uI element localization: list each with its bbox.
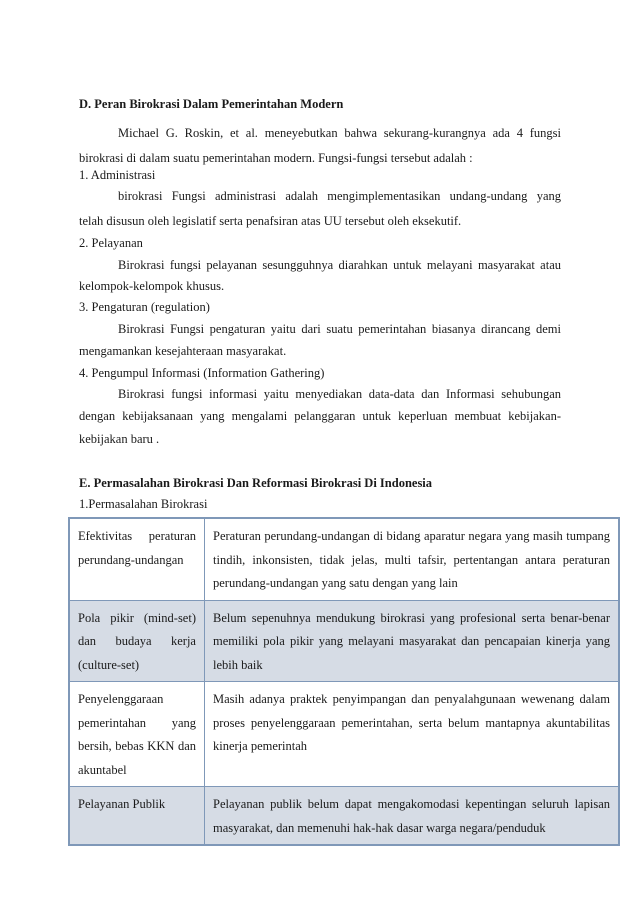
function-3-title: 3. Pengaturan (regulation) (79, 300, 210, 314)
function-2-text-line-1: Birokrasi fungsi pelayanan sesungguhnya diarahkan untuk melayani masyarakat atau (118, 258, 561, 272)
section-e-subheading: 1.Permasalahan Birokrasi (79, 497, 208, 511)
table-cell-issue: Penyelenggaraan pemerintahan yang bersih, bebas KKN dan akuntabel (69, 682, 205, 787)
function-2-text-line-2: kelompok-kelompok khusus. (79, 279, 225, 293)
function-3-text-line-2: mengamankan kesejahteraan masyarakat. (79, 344, 287, 358)
table-cell-description: Belum sepenuhnya mendukung birokrasi yang profesional serta benar-benar memiliki pola pikir yang melayani masyarakat dan pencapaian kinerja yang lebih baik (205, 600, 620, 682)
table-cell-description: Masih adanya praktek penyimpangan dan penyalahgunaan wewenang dalam proses penyelenggaraan pemerintahan, serta belum mantapnya akuntabilitas kinerja pemerintah (205, 682, 620, 787)
table-cell-issue: Efektivitas peraturan perundang-undangan (69, 518, 205, 600)
function-2-title: 2. Pelayanan (79, 236, 143, 250)
table-cell-description: Peraturan perundang-undangan di bidang aparatur negara yang masih tumpang tindih, inkonsisten, tidak jelas, multi tafsir, pertentangan antara peraturan perundang-undangan yang satu dengan yang lain (205, 518, 620, 600)
table-row (69, 787, 619, 846)
table-cell-description: Pelayanan publik belum dapat mengakomodasi kepentingan seluruh lapisan masyarakat, dan memenuhi hak-hak dasar warga negara/penduduk (205, 787, 620, 846)
table-row (69, 518, 619, 600)
function-1-text-line-2: telah disusun oleh legislatif serta penafsiran atas UU tersebut oleh eksekutif. (79, 214, 462, 228)
section-d-intro-line-1: Michael G. Roskin, et al. meneyebutkan bahwa sekurang-kurangnya ada 4 fungsi (118, 126, 561, 140)
bureaucracy-problems-table (68, 517, 620, 846)
table-row (69, 600, 619, 682)
function-4-title: 4. Pengumpul Informasi (Information Gathering) (79, 366, 325, 380)
table-row (69, 682, 619, 787)
function-4-text-line-3: kebijakan baru . (79, 432, 160, 446)
function-4-text-line-2: dengan kebijaksanaan yang mengalami pelanggaran untuk keperluan membuat kebijakan- (79, 409, 561, 423)
function-1-title: 1. Administrasi (79, 168, 156, 182)
section-d-heading: D. Peran Birokrasi Dalam Pemerintahan Modern (79, 97, 344, 111)
function-3-text-line-1: Birokrasi Fungsi pengaturan yaitu dari suatu pemerintahan biasanya dirancang demi (118, 322, 561, 336)
function-1-text-line-1: birokrasi Fungsi administrasi adalah mengimplementasikan undang-undang yang (118, 189, 561, 203)
section-d-intro-line-2: birokrasi di dalam suatu pemerintahan modern. Fungsi-fungsi tersebut adalah : (79, 151, 473, 165)
function-4-text-line-1: Birokrasi fungsi informasi yaitu menyediakan data-data dan Informasi sehubungan (118, 387, 561, 401)
table-cell-issue: Pola pikir (mind-set) dan budaya kerja (culture-set) (69, 600, 205, 682)
section-e-heading: E. Permasalahan Birokrasi Dan Reformasi Birokrasi Di Indonesia (79, 476, 433, 490)
table-cell-issue: Pelayanan Publik (69, 787, 205, 846)
